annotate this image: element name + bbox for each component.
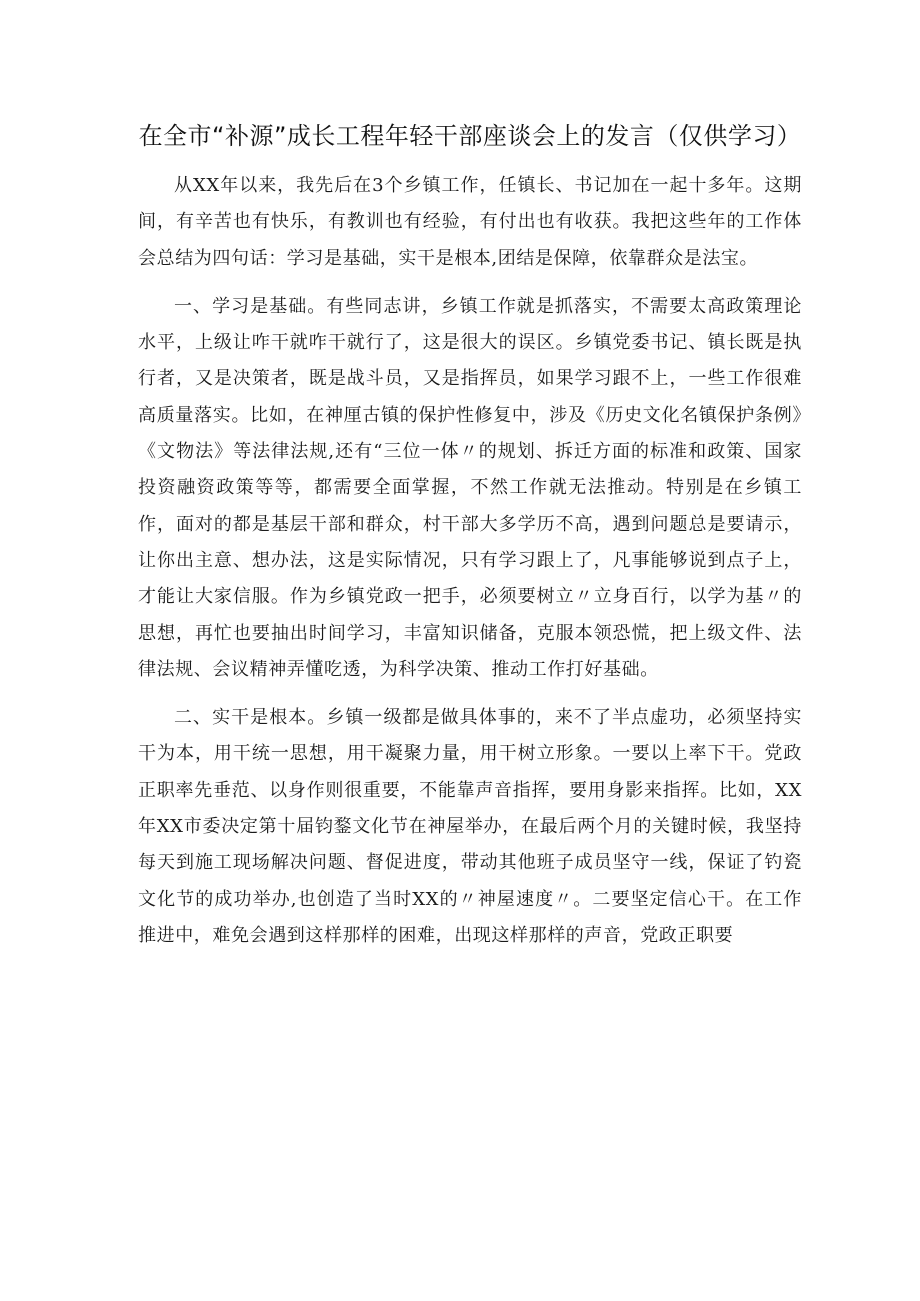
paragraph-intro: 从XX年以来，我先后在3个乡镇工作，任镇长、书记加在一起十多年。这期间，有辛苦也有快乐，有教训也有经验，有付出也有收获。我把这些年的工作体会总结为四句话：学习是基础，实干是根本,团结是保障，依靠群众是法宝。 xyxy=(138,175,802,269)
paragraph-hard-work: 二、实干是根本。乡镇一级都是做具体事的，来不了半点虚功，必须坚持实干为本，用干统一思想，用干凝聚力量，用干树立形象。一要以上率下干。党政正职率先垂范、以身作则很重要，不能靠声音指挥，要用身影来指挥。比如，XX年XX市委决定第十届钧鍪文化节在神屋举办，在最后两个月的关键时候，我坚持每天到施工现场解决问题、督促进度，带动其他班子成员坚守一线，保证了钓瓷文化节的成功举办,也创造了当时XX的〃神屋速度〃。二要坚定信心干。在工作推进中，难免会遇到这样那样的困难，出现这样那样的声音，党政正职要 xyxy=(138,707,802,946)
document-body xyxy=(138,168,802,966)
paragraph-learning: 一、学习是基础。有些同志讲，乡镇工作就是抓落实，不需要太高政策理论水平，上级让咋干就咋干就行了，这是很大的误区。乡镇党委书记、镇长既是执行者，又是决策者，既是战斗员，又是指挥员，如果学习跟不上，一些工作很难高质量落实。比如，在神厘古镇的保护性修复中，涉及《历史文化名镇保护条例》《文物法》等法律法规,还有“三位一体〃的规划、拆迁方面的标准和政策、国家投资融资政策等等，都需要全面掌握，不然工作就无法推动。特别是在乡镇工作，面对的都是基层干部和群众，村干部大多学历不高，遇到问题总是要请示，让你出主意、想办法，这是实际情况，只有学习跟上了，凡事能够说到点子上，才能让大家信服。作为乡镇党政一把手，必须要树立〃立身百行，以学为基〃的思想，再忙也要抽出时间学习，丰富知识储备，克服本领恐慌，把上级文件、法律法规、会议精神弄懂吃透，为科学决策、推动工作打好基础。 xyxy=(138,295,802,680)
document-title: 在全市“补源”成长工程年轻干部座谈会上的发言（仅供学习） xyxy=(138,122,802,150)
